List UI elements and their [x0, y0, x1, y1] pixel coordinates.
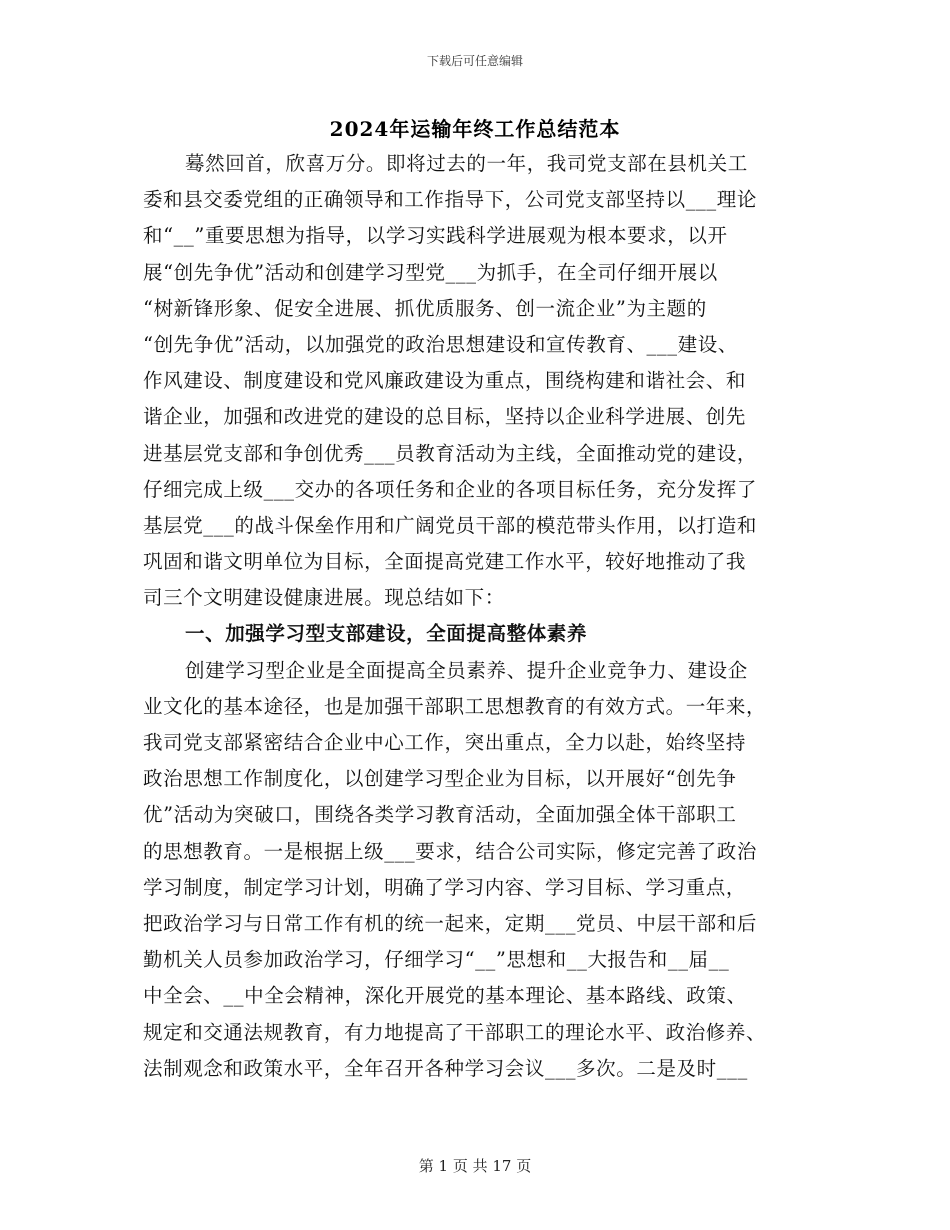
text-line: 业文化的基本途径，也是加强干部职工思想教育的有效方式。一年来， — [143, 694, 767, 718]
text-line: 司三个文明建设健康进展。现总结如下： — [143, 586, 505, 610]
text-line: 仔细完成上级___交办的各项任务和企业的各项目标任务，充分发挥了 — [143, 477, 757, 501]
text-line: 规定和交通法规教育，有力地提高了干部职工的理论水平、政治修养、 — [143, 1020, 767, 1044]
text-line: 创建学习型企业是全面提高全员素养、提升企业竞争力、建设企 — [185, 658, 748, 682]
text-line: 展“创先争优”活动和创建学习型党___为抓手，在全司仔细开展以 — [143, 260, 718, 284]
text-line: 进基层党支部和争创优秀___员教育活动为主线，全面推动党的建设， — [143, 441, 757, 465]
text-line: 政治思想工作制度化，以创建学习型企业为目标，以开展好“创先争 — [143, 767, 737, 791]
text-line: 和“__”重要思想为指导，以学习实践科学进展观为根本要求，以开 — [143, 224, 728, 248]
text-line: “树新锋形象、促安全进展、抓优质服务、创一流企业”为主题的 — [143, 296, 707, 320]
text-line: “创先争优”活动，以加强党的政治思想建设和宣传教育、___建设、 — [143, 332, 738, 356]
text-line: 把政治学习与日常工作有机的统一起来，定期___党员、中层干部和后 — [143, 911, 757, 935]
text-line: 我司党支部紧密结合企业中心工作，突出重点，全力以赴，始终坚持 — [143, 731, 747, 754]
text-line: 勤机关人员参加政治学习，仔细学习“__”思想和__大报告和__届__ — [143, 948, 730, 972]
text-line: 的思想教育。一是根据上级___要求，结合公司实际，修定完善了政治 — [143, 839, 757, 863]
text-line: 中全会、__中全会精神，深化开展党的基本理论、基本路线、政策、 — [143, 984, 747, 1008]
document-body — [143, 146, 803, 1087]
text-line: 法制观念和政策水平，全年召开各种学习会议___多次。二是及时___ — [143, 1056, 748, 1080]
text-line: 学习制度，制定学习计划，明确了学习内容、学习目标、学习重点， — [143, 875, 747, 899]
text-line: 作风建设、制度建设和党风廉政建设为重点，围绕构建和谐社会、和 — [143, 369, 747, 393]
section-heading: 一、加强学习型支部建设，全面提高整体素养 — [185, 622, 588, 646]
text-line: 蓦然回首，欣喜万分。即将过去的一年，我司党支部在县机关工 — [185, 152, 748, 175]
paragraph-section1 — [143, 653, 803, 1087]
text-line: 优”活动为突破口，围绕各类学习教育活动，全面加强全体干部职工 — [143, 803, 737, 827]
page-footer: 第 1 页 共 17 页 — [418, 1157, 532, 1175]
document-title: 2024年运输年终工作总结范本 — [329, 117, 621, 141]
paragraph-intro — [143, 146, 803, 616]
text-line: 基层党___的战斗保垒作用和广阔党员干部的模范带头作用，以打造和 — [143, 513, 757, 537]
text-line: 委和县交委党组的正确领导和工作指导下，公司党支部坚持以___理论 — [143, 188, 757, 212]
page-header: 下载后可任意编辑 — [426, 54, 523, 68]
text-line: 巩固和谐文明单位为目标，全面提高党建工作水平，较好地推动了我 — [143, 550, 747, 574]
text-line: 谐企业，加强和改进党的建设的总目标，坚持以企业科学进展、创先 — [143, 405, 747, 429]
